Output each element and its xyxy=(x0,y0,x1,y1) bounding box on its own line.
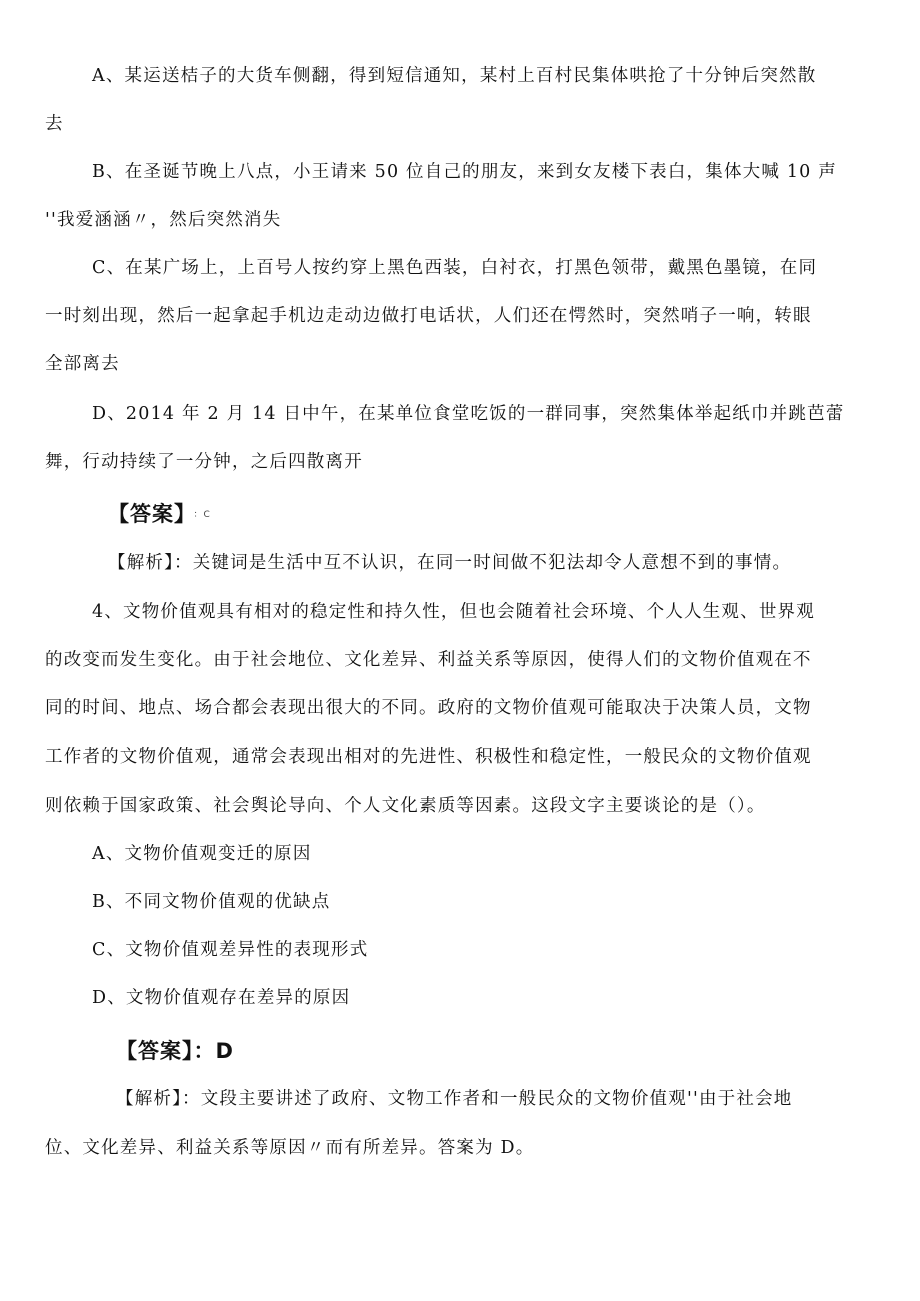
q4-analysis-line2: 位、文化差异、利益关系等原因〃而有所差异。答案为 D。 xyxy=(45,1138,535,1158)
q3-option-a-line2: 去 xyxy=(45,114,64,134)
q4-answer xyxy=(116,1037,234,1065)
q3-option-c-line2: 一时刻出现，然后一起拿起手机边走动边做打电话状，人们还在愕然时，突然哨子一响，转眼 xyxy=(45,306,812,326)
q3-option-c-line1: C、在某广场上，上百号人按约穿上黑色西装，白衬衣，打黑色领带，戴黑色墨镜，在同 xyxy=(92,258,818,278)
q3-answer xyxy=(108,500,211,529)
q4-option-c: C、文物价值观差异性的表现形式 xyxy=(92,940,369,960)
q3-option-b-line2: ''我爱涵涵〃，然后突然消失 xyxy=(45,210,282,230)
q3-option-d-line1: D、2014 年 2 月 14 日中午，在某单位食堂吃饭的一群同事，突然集体举起纸巾并跳芭蕾 xyxy=(92,404,845,424)
q3-analysis-line1: 【解析】：关键词是生活中互不认识，在同一时间做不犯法却令人意想不到的事情。 xyxy=(108,553,792,573)
q4-analysis-line1: 【解析】：文段主要讲述了政府、文物工作者和一般民众的文物价值观''由于社会地 xyxy=(116,1089,793,1109)
q4-stem-line5: 则依赖于国家政策、社会舆论导向、个人文化素质等因素。这段文字主要谈论的是（）。 xyxy=(45,796,766,816)
q4-stem-line2: 的改变而发生变化。由于社会地位、文化差异、利益关系等原因，使得人们的文物价值观在不 xyxy=(45,650,812,670)
q4-option-a: A、文物价值观变迁的原因 xyxy=(92,844,312,864)
q3-answer-label: 【答案】 xyxy=(108,502,186,526)
q3-option-b-line1: B、在圣诞节晚上八点，小王请来 50 位自己的朋友，来到女友楼下表白，集体大喊 10 声 xyxy=(92,162,837,182)
q4-stem-line1: 4、文物价值观具有相对的稳定性和持久性，但也会随着社会环境、个人人生观、世界观 xyxy=(92,602,815,622)
q4-stem-line4: 工作者的文物价值观，通常会表现出相对的先进性、积极性和稳定性，一般民众的文物价值观 xyxy=(45,747,812,767)
q4-answer-label: 【答案】 xyxy=(116,1039,194,1063)
q3-option-d-line2: 舞，行动持续了一分钟，之后四散离开 xyxy=(45,452,363,472)
q4-answer-value: ：D xyxy=(193,1039,234,1063)
q3-option-a-line1: A、某运送桔子的大货车侧翻，得到短信通知，某村上百村民集体哄抢了十分钟后突然散 xyxy=(92,66,817,86)
q4-stem-line3: 同的时间、地点、场合都会表现出很大的不同。政府的文物价值观可能取决于决策人员，文物 xyxy=(45,698,812,718)
q4-option-b: B、不同文物价值观的优缺点 xyxy=(92,892,331,912)
q3-option-c-line3: 全部离去 xyxy=(45,354,120,374)
q4-option-d: D、文物价值观存在差异的原因 xyxy=(92,988,351,1008)
q3-answer-value: ：C xyxy=(193,510,211,520)
